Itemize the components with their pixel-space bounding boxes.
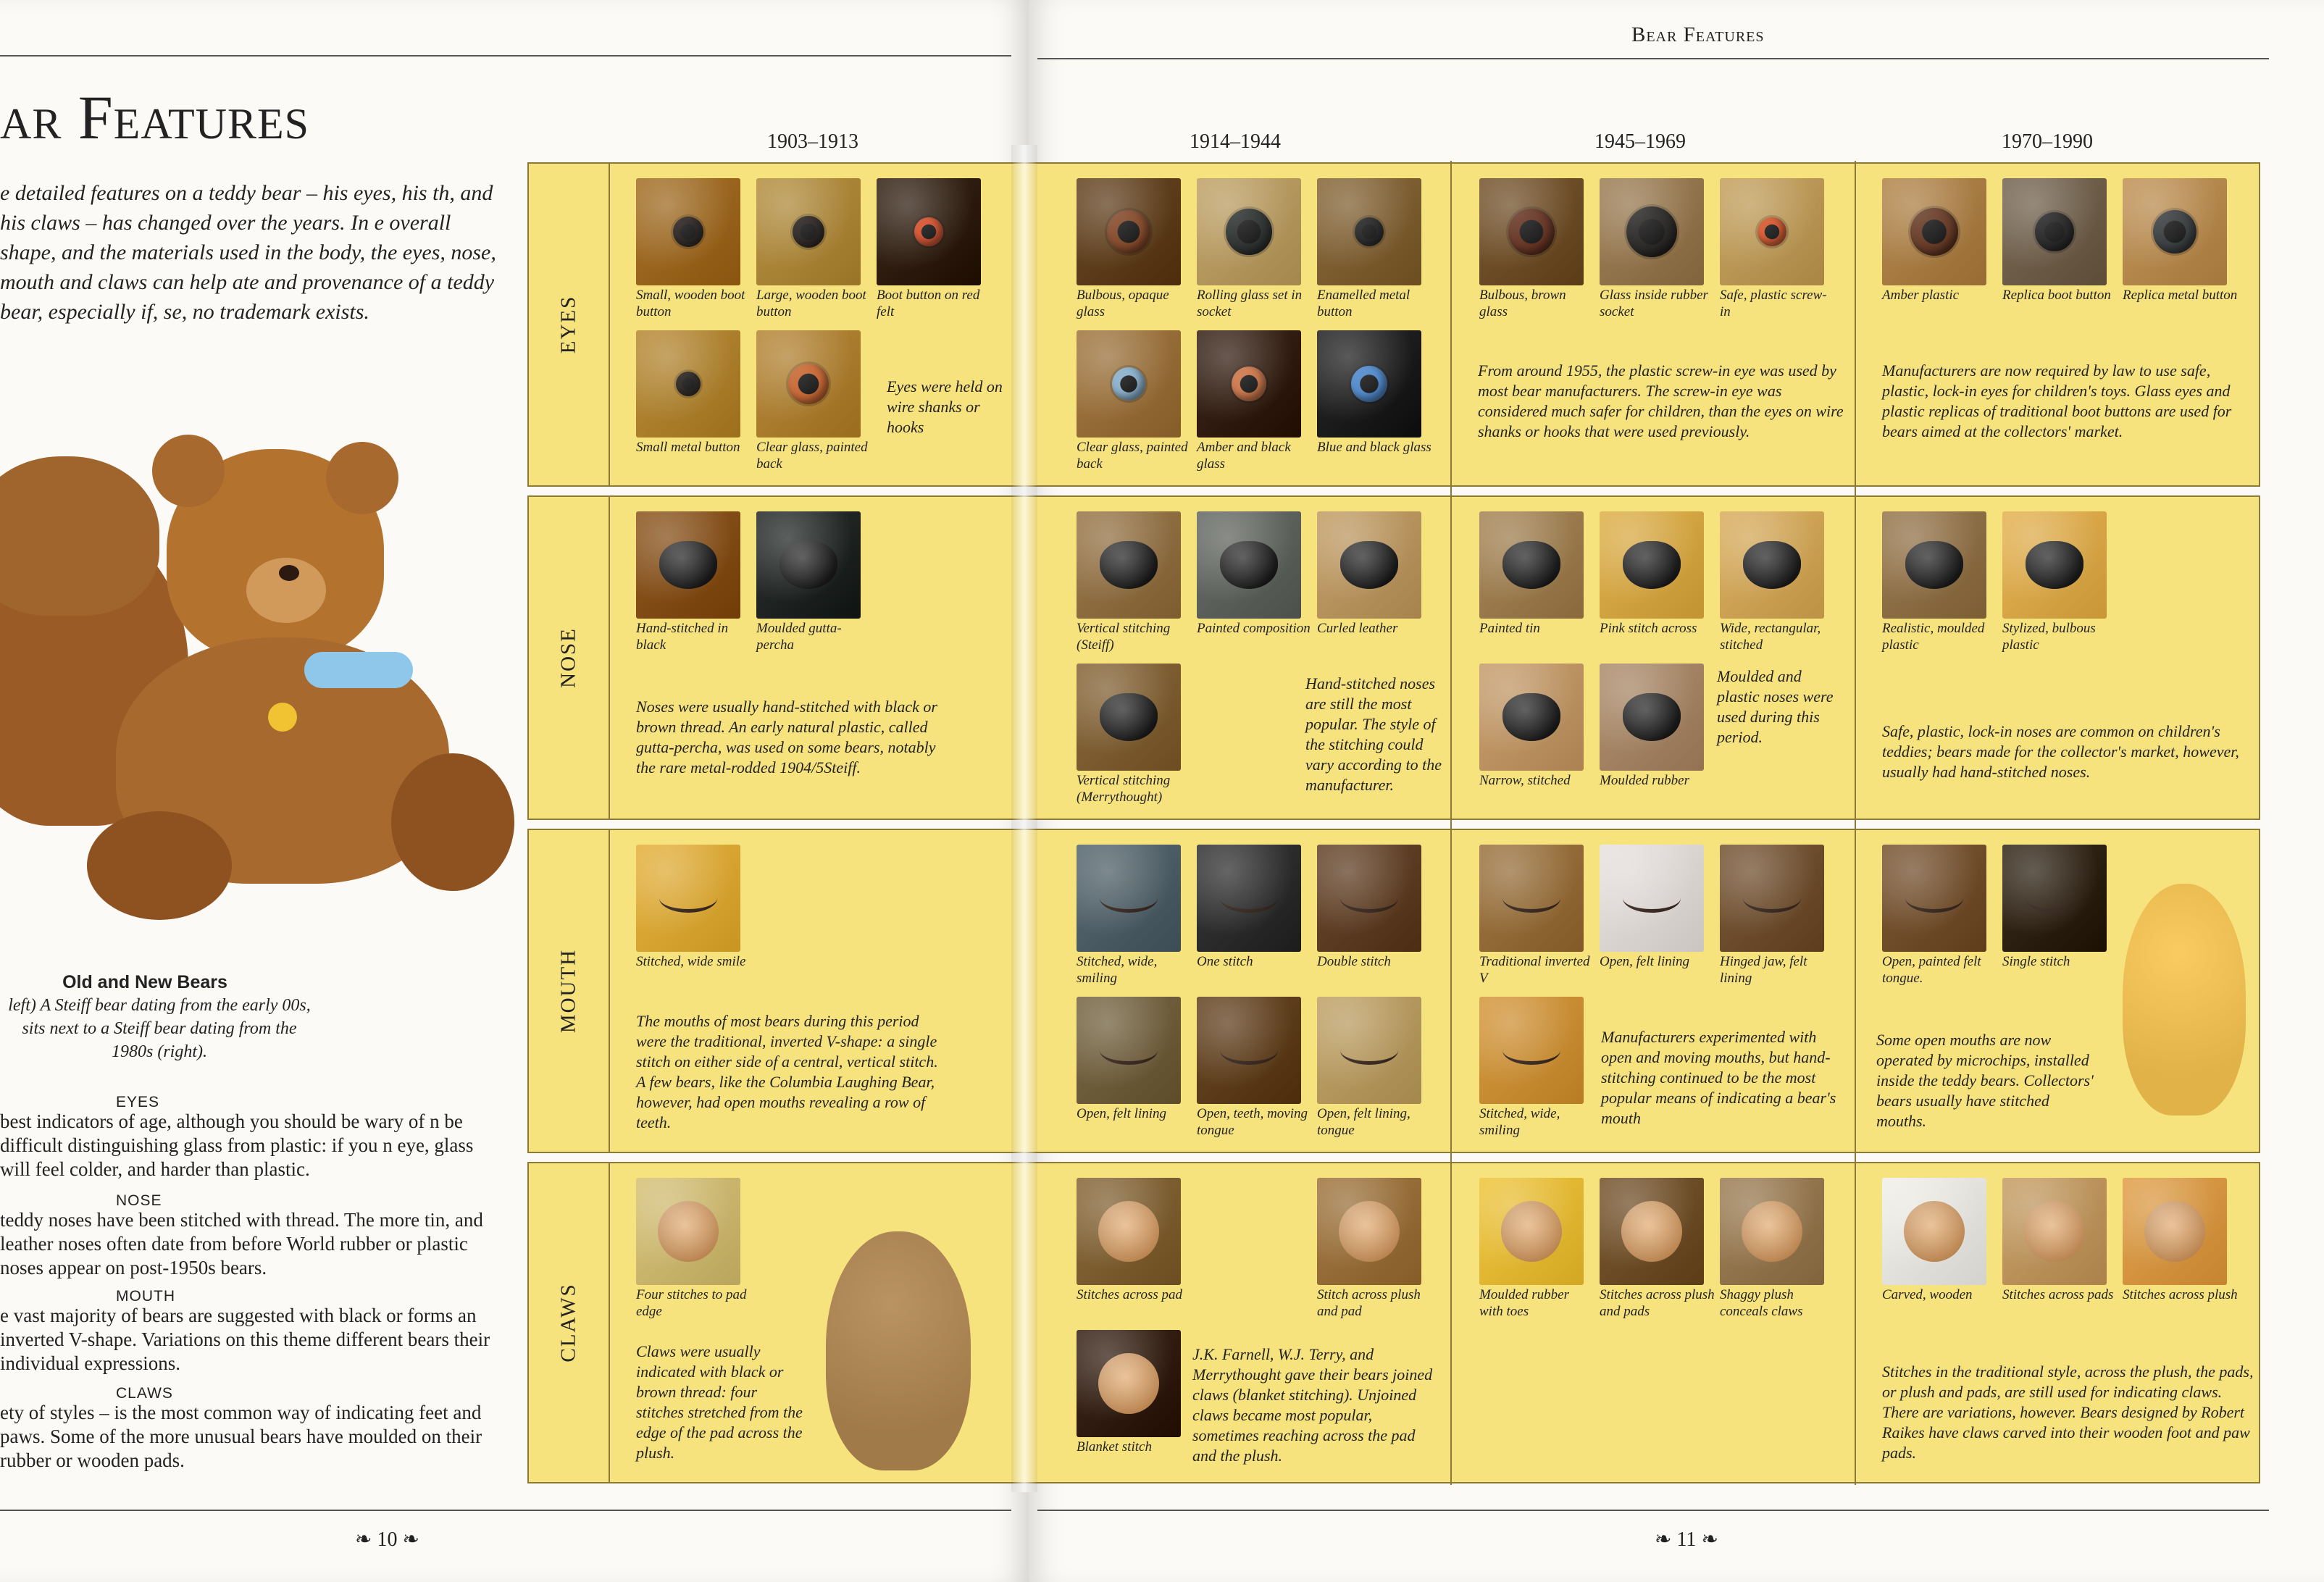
left-page-number: ❧ 10 ❧ [355,1528,419,1551]
feature-photo [1479,997,1584,1104]
nose-icon [1623,693,1681,741]
nose-icon [779,541,837,589]
left-top-rule [0,55,1011,56]
feature-photo-label: Pink stitch across [1600,621,1697,636]
eye-icon [793,216,824,248]
new-bear-ear-right [326,442,398,514]
feature-photo-label: Open, painted felt tongue. [1882,954,1981,986]
section-heading-mouth: MOUTH [116,1288,175,1305]
column-divider-1 [1450,161,1452,1485]
nose-icon [1220,541,1278,589]
eye-icon [1351,366,1387,402]
feature-photo [2002,845,2107,952]
feature-photo [1600,1178,1704,1285]
feature-photo [2002,1178,2107,1285]
section-text-mouth: e vast majority of bears are suggested with black or forms an inverted V-shape. Variations on this theme different bears their individual expressions. [0,1305,490,1374]
nose-icon [1502,541,1560,589]
row-label-eyes-text: EYES [556,295,580,354]
intro-text: e detailed features on a teddy bear – his eyes, his th, and his claws – has changed over the years. In e overall shape, and the materials used in the body, the eyes, nose, mouth and claws can help ate and provenance of a teddy bear, especially if, se, no trademark exists. [0,181,496,324]
feature-photo-label: Painted tin [1479,621,1540,636]
nose-icon [2026,541,2083,589]
eye-icon [1757,217,1786,246]
feature-photo-label: Bulbous, brown glass [1479,288,1566,319]
feature-description: Noses were usually hand-stitched with black or brown thread. An early natural plastic, called gutta-percha, was used on some bears, notably the rare metal-rodded 1904/5Steiff. [636,698,937,777]
nose-icon [1502,693,1560,741]
feature-photo [1077,1178,1181,1285]
feature-photo-label: Wide, rectangular, stitched [1720,621,1821,653]
mouth-icon [1340,884,1398,913]
caption-title: Old and New Bears [62,972,227,992]
feature-photo-label: Amber plastic [1882,288,1960,303]
feature-photo [1317,845,1421,952]
feature-description: Manufacturers are now required by law to use safe, plastic, lock-in eyes for children's toys. Glass eyes and plastic replicas of traditional boot buttons are used for bears aimed at the collectors' market. [1882,361,2232,440]
running-head: Bear Features [1631,23,1765,46]
feature-photo [1197,997,1301,1104]
feature-photo [1317,511,1421,619]
book-gutter [1011,145,1037,1492]
feature-photo-label: Rolling glass set in socket [1197,288,1303,319]
feature-photo [1882,178,1986,285]
row-label-mouth [529,830,610,1152]
feature-photo [1197,845,1301,952]
feature-photo-label: Stitches across pad [1077,1287,1183,1302]
feature-photo [1317,1178,1421,1285]
left-bottom-rule [0,1510,1011,1511]
column-header-1903: 1903–1913 [767,130,858,153]
paw-icon [1904,1201,1965,1262]
eye-icon [1910,208,1958,256]
eye-icon [1226,209,1272,255]
feature-photo [1479,845,1584,952]
feature-photo-label: Stitched, wide smile [636,954,746,969]
feature-photo-label: Safe, plastic screw-in [1720,288,1827,319]
eye-icon [1107,210,1150,254]
feature-description: From around 1955, the plastic screw-in eye was used by most bear manufacturers. The screw-in eye was considered much safer for children, than the eyes on wire shanks or hooks that were used previously. [1478,361,1844,440]
mouth-icon [1502,884,1560,913]
feature-photo [1882,845,1986,952]
feature-photo [756,511,861,619]
right-bottom-rule [1037,1510,2269,1511]
feature-photo-label: Glass inside rubber socket [1600,288,1708,319]
feature-photo-label: Boot button on red felt [877,288,980,319]
feature-photo [1077,997,1181,1104]
mouth-icon [1743,884,1801,913]
feature-photo-label: Moulded rubber [1600,773,1690,788]
feature-photo [756,178,861,285]
column-divider-2 [1855,161,1856,1485]
feature-photo [756,330,861,438]
feature-photo-label: Small metal button [636,440,740,455]
mouth-icon [2026,884,2083,913]
eye-icon [788,364,829,404]
feature-description: Some open mouths are now operated by microchips, installed inside the teddy bears. Collectors' bears usually have stitched mouths. [1876,1031,2094,1130]
paw-icon [2144,1201,2205,1262]
feature-photo [1197,511,1301,619]
feature-photo-label: Amber and black glass [1197,440,1291,472]
feature-photo [1600,178,1704,285]
feature-photo-label: Clear glass, painted back [1077,440,1188,472]
mouth-icon [1502,1036,1560,1065]
feature-photo [1882,511,1986,619]
feature-description: J.K. Farnell, W.J. Terry, and Merrythought gave their bears joined claws (blanket stitching). Unjoined claws became most popular, sometimes reaching across the pad and the plush. [1192,1345,1433,1465]
nose-icon [1743,541,1801,589]
feature-photo [1077,330,1181,438]
feature-photo-label: Bulbous, opaque glass [1077,288,1169,319]
feature-photo-label: Small, wooden boot button [636,288,745,319]
feature-photo-label: Open, felt lining, tongue [1317,1106,1410,1138]
nose-icon [1623,541,1681,589]
steiff-button [268,703,297,732]
paw-icon [1098,1201,1159,1262]
feature-photo-label: Curled leather [1317,621,1398,636]
right-top-rule [1037,58,2269,59]
feature-photo [1317,997,1421,1104]
left-page-number-text: 10 [377,1528,398,1551]
eye-icon [1508,209,1555,255]
mouth-icon [1100,1036,1158,1065]
feature-photo-label: Stylized, bulbous plastic [2002,621,2096,653]
feature-photo-label: Stitch across plush and pad [1317,1287,1421,1319]
feature-photo [1479,511,1584,619]
feature-photo-label: Stitched, wide, smiling [1077,954,1158,986]
feature-photo-label: Stitched, wide, smiling [1479,1106,1560,1138]
section-heading-claws: CLAWS [116,1385,173,1402]
row-label-claws-text: CLAWS [556,1283,580,1363]
feature-photo-label: Moulded rubber with toes [1479,1287,1570,1319]
feature-photo-label: Double stitch [1317,954,1391,969]
column-header-1914: 1914–1944 [1190,130,1281,153]
old-and-new-bears-image [0,435,522,942]
feature-photo-label: Enamelled metal button [1317,288,1410,319]
paw-icon [1098,1353,1159,1414]
right-page-number-text: 11 [1676,1528,1697,1551]
feature-photo-label: Open, teeth, moving tongue [1197,1106,1308,1138]
feature-description: Hand-stitched noses are still the most popular. The style of the stitching could vary according to the manufacturer. [1305,674,1442,794]
teddy-bear-figure [2123,884,2246,1116]
feature-photo [1720,178,1824,285]
feature-photo-label: One stitch [1197,954,1253,969]
feature-photo [1077,664,1181,771]
section-text-claws: ety of styles – is the most common way of indicating feet and paws. Some of the more unusual bears have moulded on their rubber or wooden pads. [0,1402,482,1471]
feature-photo-label: Hinged jaw, felt lining [1720,954,1807,986]
feature-photo [1720,1178,1824,1285]
new-bear-foot-right [391,753,514,891]
feature-photo-label: Large, wooden boot button [756,288,866,319]
feature-photo [2123,178,2227,285]
paw-icon [2024,1201,2085,1262]
feature-photo [1882,1178,1986,1285]
caption-text: left) A Steiff bear dating from the early 00s, sits next to a Steiff bear dating from the 1980s (right). [8,996,311,1061]
column-header-1945: 1945–1969 [1594,130,1686,153]
new-bear-foot-left [87,811,232,920]
section-heading-eyes: EYES [116,1094,160,1110]
feature-photo [1479,1178,1584,1285]
eye-icon [914,217,943,246]
row-label-mouth-text: MOUTH [556,948,580,1034]
feature-photo-label: Shaggy plush conceals claws [1720,1287,1803,1319]
nose-icon [1905,541,1963,589]
eye-icon [676,372,701,396]
feature-photo-label: Stitches across pads [2002,1287,2114,1302]
feature-photo [1197,330,1301,438]
feature-photo [1197,178,1301,285]
feature-photo [1600,664,1704,771]
feature-photo [1720,511,1824,619]
feature-photo-label: Clear glass, painted back [756,440,868,472]
section-heading-nose: NOSE [116,1192,162,1209]
feature-photo [636,511,740,619]
feature-photo-label: Realistic, moulded plastic [1882,621,1985,653]
old-bear-head [0,456,159,616]
mouth-icon [1905,884,1963,913]
feature-photo [1317,178,1421,285]
feature-photo-label: Blanket stitch [1077,1439,1152,1455]
feature-photo [2002,178,2107,285]
feature-photo-label: Painted composition [1197,621,1311,636]
feature-photo [2002,511,2107,619]
feature-photo [1077,511,1181,619]
feature-description: Stitches in the traditional style, across the plush, the pads, or plush and pads, are still used for indicating claws. There are variations, however. Bears designed by Robert Raikes have claws carved into their wooden foot and paw pads. [1882,1363,2254,1462]
eye-icon [1626,206,1677,257]
row-label-claws [529,1163,610,1482]
mouth-icon [1100,884,1158,913]
feature-photo [2123,1178,2227,1285]
feature-photo-label: Single stitch [2002,954,2070,969]
feature-photo [1720,845,1824,952]
feature-photo-label: Hand-stitched in black [636,621,729,653]
feature-photo-label: Narrow, stitched [1479,773,1571,788]
feature-photo-label: Moulded gutta-percha [756,621,842,653]
mouth-icon [1623,884,1681,913]
eye-icon [2153,210,2196,254]
feature-photo [636,330,740,438]
feature-photo [1479,664,1584,771]
paw-icon [1501,1201,1562,1262]
feature-photo-label: Blue and black glass [1317,440,1431,455]
feature-photo-label: Open, felt lining [1077,1106,1167,1121]
paw-icon [1621,1201,1682,1262]
feature-photo-label: Replica metal button [2123,288,2238,303]
feature-photo-label: Carved, wooden [1882,1287,1973,1302]
paw-icon [1742,1201,1802,1262]
feature-photo-label: Four stitches to pad edge [636,1287,747,1319]
feature-photo-label: Vertical stitching (Steiff) [1077,621,1171,653]
feature-photo-label: Replica boot button [2002,288,2111,303]
feature-photo-label: Open, felt lining [1600,954,1690,969]
feature-photo-label: Stitches across plush and pads [1600,1287,1715,1319]
row-label-eyes [529,164,610,485]
teddy-bear-figure [826,1231,971,1470]
feature-photo [877,178,981,285]
ribbon-bow [304,652,413,688]
page-title: ar Features [0,83,310,152]
mouth-icon [659,884,717,913]
eye-icon [1355,217,1384,246]
paw-icon [658,1201,719,1262]
eye-icon [1112,367,1145,401]
feature-photo [636,845,740,952]
feature-photo-label: Vertical stitching (Merrythought) [1077,773,1171,805]
eye-icon [673,217,703,247]
eye-icon [1232,367,1266,401]
feature-photo-label: Stitches across plush [2123,1287,2238,1302]
feature-photo [1077,1330,1181,1437]
feature-photo [636,178,740,285]
nose-icon [1100,541,1158,589]
nose-icon [659,541,717,589]
new-bear-ear-left [152,435,225,507]
feature-photo [1600,845,1704,952]
column-header-1970: 1970–1990 [2002,130,2093,153]
feature-photo [1077,845,1181,952]
mouth-icon [1220,1036,1278,1065]
paw-icon [1339,1201,1400,1262]
feature-photo [1317,330,1421,438]
row-label-nose-text: NOSE [556,627,580,688]
section-text-nose: teddy noses have been stitched with thread. The more tin, and leather noses often date from before World rubber or plastic noses appear on post-1950s bears. [0,1209,483,1278]
mouth-icon [1340,1036,1398,1065]
feature-description: Moulded and plastic noses were used during this period. [1717,667,1834,746]
right-page-number: ❧ 11 ❧ [1655,1528,1718,1551]
feature-photo [1600,511,1704,619]
feature-description: Eyes were held on wire shanks or hooks [887,377,1003,436]
feature-description: Safe, plastic, lock-in noses are common on children's teddies; bears made for the collector's market, however, usually had hand-stitched noses. [1882,722,2239,781]
feature-description: The mouths of most bears during this period were the traditional, inverted V-shape: a single stitch on either side of a central, vertical stitch. A few bears, like the Columbia Laughing Bear, however, had open mouths revealing a row of teeth. [636,1012,938,1131]
feature-photo [636,1178,740,1285]
nose-icon [1340,541,1398,589]
nose-icon [1100,693,1158,741]
feature-photo [1479,178,1584,285]
row-label-nose [529,497,610,819]
new-bear-nose [279,565,299,581]
section-text-eyes: best indicators of age, although you should be wary of n be difficult distinguishing glass from plastic: if you n eye, glass will feel colder, and harder than plastic. [0,1110,474,1180]
feature-description: Claws were usually indicated with black or brown thread: four stitches stretched from the edge of the pad across the plush. [636,1342,803,1462]
feature-description: Manufacturers experimented with open and moving mouths, but hand-stitching continued to be the most popular means of indicating a bear's mouth [1601,1028,1836,1127]
mouth-icon [1220,884,1278,913]
feature-photo-label: Traditional inverted V [1479,954,1590,986]
feature-photo [1077,178,1181,285]
eye-icon [2035,212,2074,251]
